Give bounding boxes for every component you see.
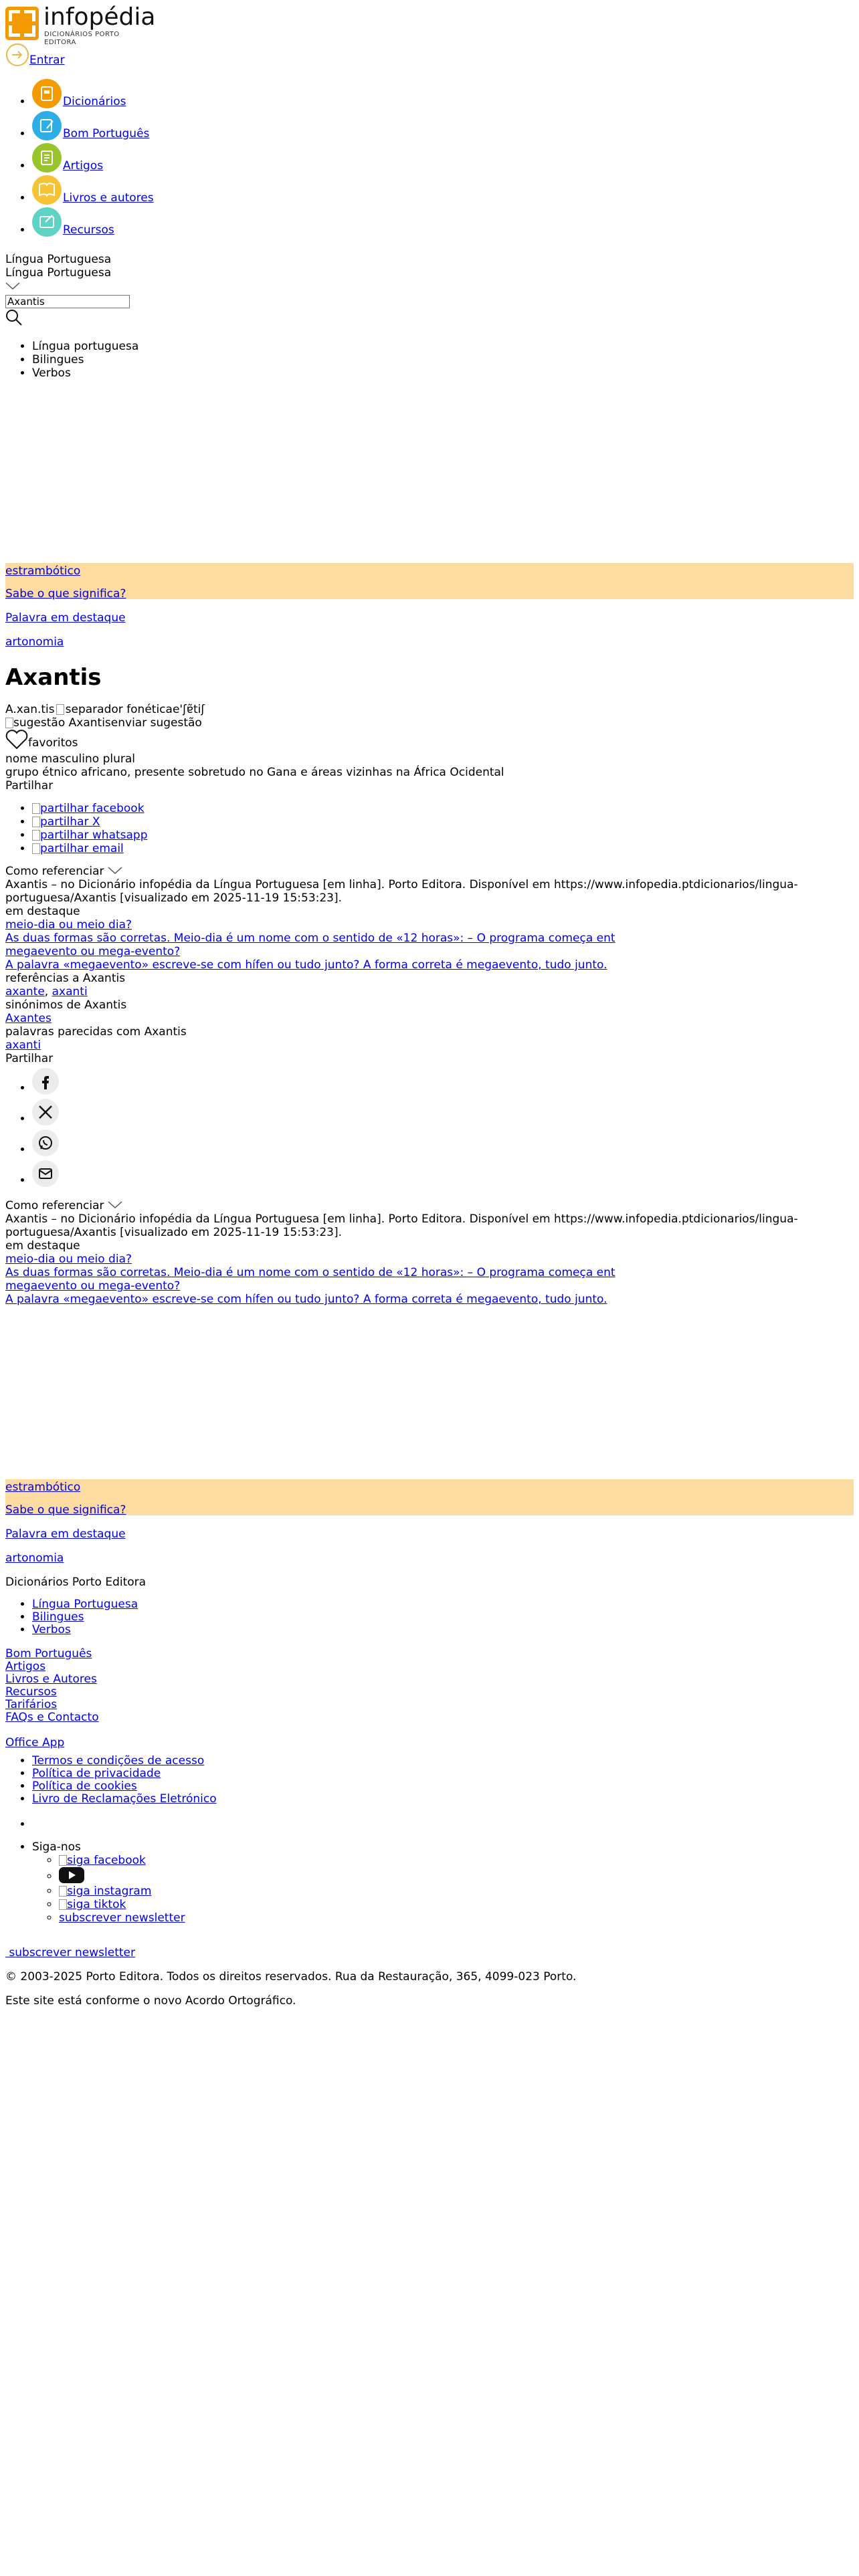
- favorites-label: favoritos: [28, 736, 78, 750]
- highlight-text[interactable]: As duas formas são corretas. Meio-dia é um nome com o sentido de «12 horas»: – O programa começa ent: [5, 1266, 615, 1279]
- broken-image-icon: [59, 1899, 67, 1910]
- site-logo[interactable]: [5, 3, 156, 46]
- broken-image-icon: [32, 830, 40, 841]
- word-of-day-banner: [5, 563, 854, 599]
- email-icon[interactable]: [32, 1160, 59, 1187]
- ortho-notice: Este site está conforme o novo Acordo Ortográfico.: [5, 1994, 296, 2008]
- follow-facebook[interactable]: ◦ siga facebook: [59, 1854, 185, 1867]
- login-label[interactable]: Entrar: [29, 53, 65, 67]
- footer-empty-list: [5, 1818, 32, 1831]
- highlight-text[interactable]: A palavra «megaevento» escreve-se com hífen ou tudo junto? A forma correta é megaevento, tudo junto.: [5, 1293, 607, 1306]
- suggestion-alt-text: sugestão: [13, 716, 66, 730]
- phonetic: e'ʃɐ̃tiʃ: [172, 703, 205, 716]
- featured-word-label[interactable]: Palavra em destaque: [5, 611, 126, 625]
- share-links-list: [5, 802, 148, 855]
- reference-link[interactable]: axante: [5, 985, 45, 998]
- footer-link[interactable]: FAQs e Contacto: [5, 1711, 99, 1724]
- share-whatsapp-link[interactable]: • partilhar whatsapp: [32, 829, 148, 842]
- nav-label[interactable]: Dicionários: [63, 95, 126, 108]
- youtube-icon[interactable]: [59, 1867, 84, 1883]
- x-icon[interactable]: [32, 1099, 59, 1125]
- featured-word-label[interactable]: Palavra em destaque: [5, 1527, 126, 1541]
- synonym-link[interactable]: Axantes: [5, 1012, 52, 1025]
- search-scope-list: [5, 340, 138, 380]
- dictionary-icon: [32, 79, 62, 108]
- follow-list: [5, 1840, 185, 1925]
- separator-alt-text: separador fonética: [65, 703, 173, 716]
- footer-legal-links: [5, 1755, 217, 1806]
- cite-label: Como referenciar: [5, 865, 104, 878]
- legal-link[interactable]: Política de cookies: [32, 1780, 137, 1793]
- article-icon: [32, 143, 62, 173]
- page-title: Axantis: [5, 664, 102, 691]
- search-scope-option[interactable]: • Verbos: [32, 366, 138, 380]
- featured-word-link[interactable]: artonomia: [5, 635, 64, 649]
- login-icon: [5, 43, 29, 67]
- nav-label[interactable]: Artigos: [63, 159, 104, 173]
- legal-link[interactable]: Livro de Reclamações Eletrónico: [32, 1792, 217, 1806]
- follow-item: [32, 1840, 185, 1925]
- follow-tiktok[interactable]: ◦ siga tiktok: [59, 1898, 185, 1911]
- search-scope-option[interactable]: • Língua portuguesa: [32, 340, 138, 353]
- word-of-day-banner: [5, 1479, 854, 1515]
- reference-link[interactable]: axanti: [52, 985, 88, 998]
- references-links: axante, axanti: [5, 985, 88, 998]
- cite-text-line-2: portuguesa/Axantis [visualizado em 2025-11-19 15:53:23].: [5, 891, 343, 905]
- featured-word-link[interactable]: artonomia: [5, 1551, 64, 1565]
- nav-item-artigos[interactable]: [32, 143, 154, 175]
- follow-youtube[interactable]: [59, 1867, 185, 1885]
- follow-newsletter[interactable]: ◦ subscrever newsletter: [59, 1911, 185, 1925]
- legal-link[interactable]: Política de privacidade: [32, 1767, 161, 1780]
- cite-text-line-2: portuguesa/Axantis [visualizado em 2025-11-19 15:53:23].: [5, 1226, 343, 1239]
- share-facebook[interactable]: [32, 1068, 59, 1099]
- cite-text-line-1: Axantis – no Dicionário infopédia da Língua Portuguesa [em linha]. Porto Editora. Disponível em https://www.infopedia.ptdicionarios/lingua-: [5, 1212, 798, 1226]
- share-facebook-link[interactable]: • partilhar facebook: [32, 802, 148, 815]
- main-nav: [5, 79, 154, 239]
- word-of-day-link[interactable]: estrambótico: [5, 564, 81, 578]
- share-x-link[interactable]: • partilhar X: [32, 815, 148, 829]
- similar-label: palavras parecidas com Axantis: [5, 1025, 187, 1039]
- grammar-class: nome masculino plural: [5, 752, 135, 766]
- broken-image-icon: [59, 1855, 67, 1866]
- pronunciation-line: [5, 703, 205, 716]
- word-of-day-question[interactable]: Sabe o que significa?: [5, 587, 126, 601]
- pencil-icon: [32, 111, 62, 140]
- footer-main-links: [5, 1648, 99, 1724]
- footer-heading: Dicionários Porto Editora: [5, 1576, 147, 1589]
- footer-link[interactable]: Recursos: [5, 1685, 57, 1699]
- nav-item-livros[interactable]: [32, 175, 154, 207]
- highlight-text[interactable]: A palavra «megaevento» escreve-se com hífen ou tudo junto? A forma correta é megaevento, tudo junto.: [5, 958, 607, 972]
- nav-item-dicionarios[interactable]: [32, 79, 154, 111]
- footer-link[interactable]: Língua Portuguesa: [32, 1598, 138, 1611]
- dictionary-select[interactable]: [5, 253, 111, 290]
- footer-link[interactable]: Bom Português: [5, 1647, 92, 1660]
- legal-link[interactable]: Termos e condições de acesso: [32, 1754, 205, 1767]
- resources-icon: [32, 207, 62, 237]
- highlights-label: em destaque: [5, 905, 80, 918]
- search-scope-option[interactable]: • Bilingues: [32, 353, 138, 366]
- share-icons-list: [5, 1068, 59, 1191]
- newsletter-label: subscrever newsletter: [9, 1946, 135, 1959]
- follow-instagram[interactable]: ◦ siga instagram: [59, 1885, 185, 1898]
- favorites-button[interactable]: [5, 730, 78, 750]
- cite-label: Como referenciar: [5, 1199, 104, 1212]
- highlight-title[interactable]: meio-dia ou meio dia?: [5, 1253, 132, 1266]
- office-app-link[interactable]: Office App: [5, 1736, 65, 1749]
- definition-text: grupo étnico africano, presente sobretudo no Gana e áreas vizinhas na África Ocidental: [5, 766, 504, 779]
- synonyms-label: sinónimos de Axantis: [5, 998, 127, 1012]
- chevron-down-icon: [108, 867, 122, 875]
- similar-link[interactable]: axanti: [5, 1039, 41, 1052]
- references-label: referências a Axantis: [5, 972, 126, 985]
- dictionary-selected-label: Língua Portuguesa: [5, 266, 112, 280]
- nav-label[interactable]: Bom Português: [63, 127, 150, 140]
- footer-link[interactable]: Livros e Autores: [5, 1673, 97, 1686]
- syllables: A.xan.tis: [5, 703, 55, 716]
- follow-label: Siga-nos: [32, 1840, 81, 1854]
- copyright: © 2003-2025 Porto Editora. Todos os direitos reservados. Rua da Restauração, 365, 4099-023 Porto.: [5, 1970, 577, 1983]
- nav-label[interactable]: Livros e autores: [63, 191, 154, 205]
- highlight-text[interactable]: As duas formas são corretas. Meio-dia é um nome com o sentido de «12 horas»: – O programa começa ent: [5, 932, 615, 945]
- nav-item-bom-portugues[interactable]: [32, 111, 154, 143]
- whatsapp-icon[interactable]: [32, 1130, 59, 1156]
- footer-link[interactable]: Tarifários: [5, 1698, 58, 1711]
- newsletter-link[interactable]: [5, 1946, 135, 1959]
- suggestion-icon: [5, 718, 13, 728]
- nav-item-recursos[interactable]: [32, 207, 154, 239]
- footer-link[interactable]: Bilingues: [32, 1610, 84, 1624]
- highlight-title[interactable]: megaevento ou mega-evento?: [5, 945, 181, 958]
- share-label: Partilhar: [5, 779, 54, 792]
- suggestion-word: Axantis: [68, 716, 111, 730]
- logo-mark-icon: [5, 7, 39, 40]
- nav-label[interactable]: Recursos: [63, 223, 114, 237]
- brand-subtitle: DICIONÁRIOS PORTO EDITORA: [44, 31, 120, 46]
- share-whatsapp[interactable]: [32, 1130, 59, 1160]
- broken-image-icon: [59, 1886, 67, 1897]
- footer-link[interactable]: Artigos: [5, 1660, 46, 1673]
- dictionary-selected[interactable]: Língua Portuguesa: [5, 253, 112, 266]
- share-x[interactable]: [32, 1099, 59, 1130]
- highlight-title[interactable]: meio-dia ou meio dia?: [5, 918, 132, 932]
- cite-text-line-1: Axantis – no Dicionário infopédia da Língua Portuguesa [em linha]. Porto Editora. Disponível em https://www.infopedia.ptdicionarios/lingua-: [5, 878, 798, 891]
- share-email[interactable]: [32, 1160, 59, 1191]
- login-link[interactable]: [5, 40, 65, 67]
- word-of-day-question[interactable]: Sabe o que significa?: [5, 1503, 126, 1517]
- highlights-label: em destaque: [5, 1239, 80, 1253]
- broken-image-icon: [32, 803, 40, 814]
- book-icon: [32, 175, 62, 205]
- share-label-second: Partilhar: [5, 1052, 54, 1065]
- brand-name: infopédia: [43, 3, 156, 31]
- word-of-day-link[interactable]: estrambótico: [5, 1481, 81, 1494]
- chevron-down-icon: [108, 1201, 122, 1209]
- search-icon[interactable]: [5, 309, 23, 326]
- chevron-down-icon[interactable]: [5, 282, 20, 290]
- broken-image-icon: [32, 817, 40, 827]
- send-suggestion-link[interactable]: enviar sugestão: [110, 716, 202, 730]
- footer-dict-links: [5, 1598, 138, 1636]
- cite-toggle[interactable]: [5, 865, 122, 878]
- broken-image-icon: [32, 843, 40, 854]
- separator-icon: [56, 704, 64, 715]
- heart-icon: [5, 730, 28, 750]
- highlight-title[interactable]: megaevento ou mega-evento?: [5, 1279, 181, 1293]
- suggestion-row[interactable]: [5, 716, 202, 730]
- search-input[interactable]: [5, 295, 130, 308]
- footer-link[interactable]: Verbos: [32, 1623, 71, 1636]
- share-email-link[interactable]: • partilhar email: [32, 842, 148, 855]
- cite-toggle-second[interactable]: [5, 1199, 122, 1212]
- facebook-icon[interactable]: [32, 1068, 59, 1095]
